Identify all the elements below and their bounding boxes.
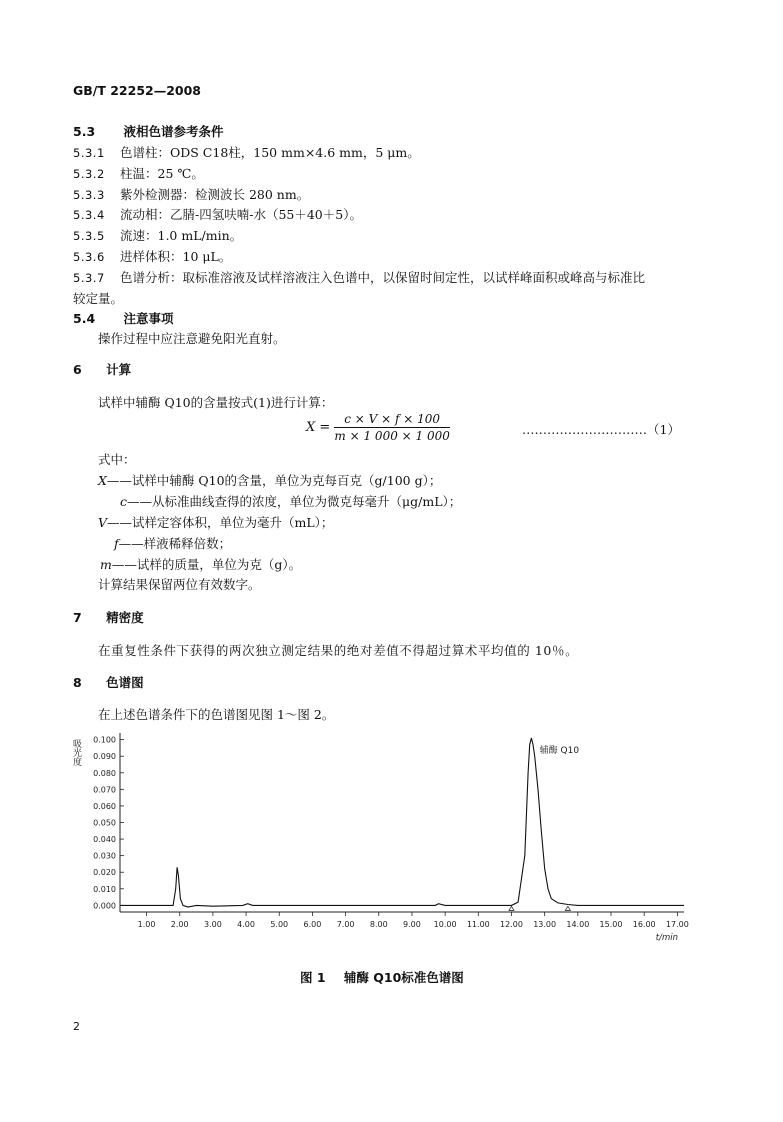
variable-description: ——试样中辅酶 Q10的含量，单位为克每百克（g/100 g）；: [106, 473, 442, 488]
subsection-text: 柱温：25 ℃。: [120, 165, 204, 181]
y-axis-label: 吸光度: [71, 739, 81, 766]
variable-definition: [120, 492, 461, 510]
section-7-heading: [73, 608, 144, 626]
subsection-number: 5.3.1: [73, 146, 105, 160]
y-tick-label: 0.020: [93, 868, 116, 878]
equation-number: …………………………（1）: [522, 422, 680, 437]
chromatogram-trace: [120, 738, 684, 907]
peak-marker: [565, 906, 570, 910]
variable-description: ——样液稀释倍数；: [118, 536, 232, 551]
subsection-item: [73, 247, 231, 265]
section-5-4-heading: [73, 309, 174, 327]
x-tick-label: 9.00: [403, 920, 421, 929]
formula-lhs: X =: [306, 420, 331, 435]
paragraph: 操作过程中应注意避免阳光直射。: [98, 331, 286, 346]
standard-number: GB/T 22252—2008: [73, 83, 202, 98]
subsection-number: 5.3.2: [73, 166, 105, 181]
formula: [306, 412, 450, 443]
figure-title: 辅酶 Q10标准色谱图: [343, 970, 464, 985]
variable-definition: [114, 534, 231, 552]
section-title: 计算: [106, 362, 132, 377]
y-tick-label: 0.050: [93, 818, 116, 828]
formula-numerator: c × V × f × 100: [334, 412, 449, 428]
subsection-number: 5.3.5: [73, 229, 105, 244]
variable-definition: [98, 513, 333, 531]
x-tick-label: 5.00: [270, 920, 289, 929]
variable-symbol: c: [120, 494, 128, 509]
x-tick-label: 10.00: [433, 920, 457, 929]
subsection-text: 流速：1.0 mL/min。: [120, 228, 243, 244]
variable-description: ——试样的质量，单位为克（g）。: [111, 557, 302, 572]
x-tick-label: 2.00: [170, 920, 189, 929]
subsection-text: 紫外检测器：检测波长 280 nm。: [120, 186, 310, 202]
y-tick-label: 0.030: [93, 851, 116, 861]
y-tick-label: 0.080: [93, 768, 116, 778]
section-8-heading: [73, 673, 144, 691]
subsection-item: [73, 268, 645, 286]
subsection-number: 5.3.7: [73, 270, 105, 285]
variable-symbol: f: [114, 536, 119, 551]
section-number: 8: [73, 675, 82, 690]
formula-denominator: m × 1 000 × 1 000: [334, 429, 450, 443]
subsection-number: 5.3.6: [73, 250, 105, 264]
x-tick-label: 13.00: [533, 920, 557, 929]
variable-symbol: X: [98, 473, 107, 488]
chromatogram-chart: [60, 725, 700, 950]
formula-fraction: [334, 412, 449, 443]
subsection-item: [73, 226, 242, 244]
x-axis-label: t/min: [655, 933, 678, 943]
page-number: 2: [73, 1020, 80, 1033]
y-tick-label: 0.070: [93, 785, 116, 795]
variable-description: ——从标准曲线查得的浓度，单位为微克每毫升（μg/mL）；: [127, 494, 462, 509]
subsection-item: [73, 185, 309, 203]
figure-number: 图 1: [300, 970, 326, 985]
variable-symbol: m: [100, 557, 112, 572]
section-number: 5.4: [73, 311, 96, 326]
section-title: 注意事项: [123, 311, 174, 326]
section-5-3-heading: [73, 122, 224, 140]
x-tick-label: 17.00: [665, 920, 689, 929]
y-tick-label: 0.010: [93, 884, 116, 894]
section-title: 精密度: [106, 610, 144, 625]
peak-label: 辅酶 Q10: [539, 745, 580, 756]
section-6-heading: [73, 360, 131, 378]
section-title: 色谱图: [106, 675, 144, 690]
x-tick-label: 7.00: [336, 920, 355, 929]
subsection-text: 色谱柱：ODS C18柱，150 mm×4.6 mm，5 μm。: [120, 145, 420, 160]
subsection-text: 色谱分析：取标准溶液及试样溶液注入色谱中，以保留时间定性，以试样峰面积或峰高与标准比: [120, 269, 646, 285]
variable-definition: [98, 471, 441, 489]
y-tick-label: 0.100: [93, 735, 116, 745]
section-number: 5.3: [73, 124, 96, 139]
paragraph-continuation: 较定量。: [73, 291, 124, 306]
x-tick-label: 1.00: [137, 920, 156, 929]
variable-description: ——试样定容体积，单位为毫升（mL）；: [107, 515, 334, 530]
paragraph: 试样中辅酶 Q10的含量按式(1)进行计算：: [98, 395, 334, 410]
section-number: 6: [73, 362, 82, 377]
subsection-number: 5.3.3: [73, 187, 105, 202]
peak-marker: [509, 906, 514, 910]
subsection-text: 流动相：乙腈-四氢呋喃-水（55＋40＋5）。: [120, 207, 362, 223]
figure-caption: [300, 968, 464, 986]
paragraph: 计算结果保留两位有效数字。: [98, 577, 261, 592]
paragraph: 在上述色谱条件下的色谱图见图 1～图 2。: [98, 707, 335, 722]
subsection-item: [73, 205, 362, 223]
y-tick-label: 0.090: [93, 752, 116, 762]
x-tick-label: 12.00: [500, 920, 523, 929]
x-tick-label: 16.00: [632, 920, 656, 929]
x-tick-label: 15.00: [599, 920, 623, 929]
x-tick-label: 14.00: [566, 920, 590, 929]
variable-definition: [100, 555, 301, 573]
where-label: 式中：: [98, 452, 136, 467]
subsection-item: [73, 164, 204, 182]
paragraph: 在重复性条件下获得的两次独立测定结果的绝对差值不得超过算术平均值的 10％。: [98, 643, 579, 658]
y-tick-label: 0.060: [93, 801, 116, 811]
x-tick-label: 4.00: [237, 920, 255, 929]
x-tick-label: 8.00: [369, 920, 388, 929]
subsection-item: [73, 143, 420, 161]
subsection-text: 进样体积：10 μL。: [120, 249, 232, 264]
subsection-number: 5.3.4: [73, 208, 105, 223]
section-title: 液相色谱参考条件: [123, 124, 224, 139]
section-number: 7: [73, 610, 82, 625]
y-tick-label: 0.040: [93, 835, 116, 845]
variable-symbol: V: [98, 515, 108, 530]
x-tick-label: 11.00: [466, 920, 490, 929]
x-tick-label: 3.00: [203, 920, 222, 929]
x-tick-label: 6.00: [303, 920, 322, 929]
y-tick-label: 0.000: [93, 901, 116, 911]
